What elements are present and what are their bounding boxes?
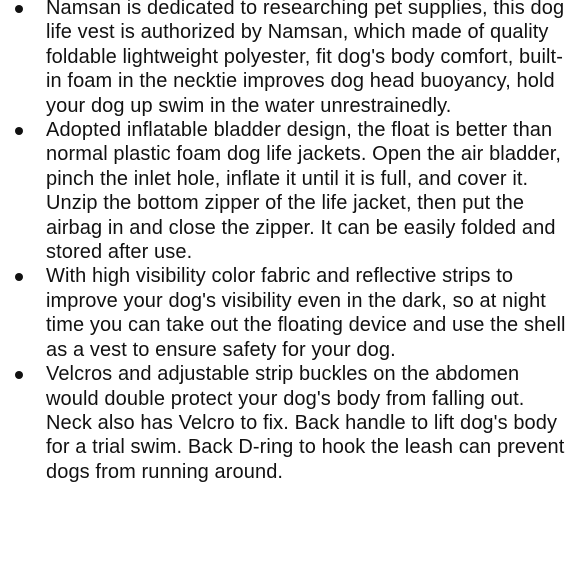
feature-bullet-text: Velcros and adjustable strip buckles on the abdomen would double protect your dog's body from falling out. Neck also has Velcro to fix. Back handle to lift dog's body for a trial swim. Back D-ring to hook the leash can prevent dogs from running around. — [46, 363, 565, 483]
feature-bullet-item — [0, 362, 574, 484]
feature-bullet-item — [0, 118, 574, 264]
feature-bullet-item — [0, 0, 574, 118]
bullet-icon — [15, 371, 23, 379]
feature-bullet-text: Adopted inflatable bladder design, the float is better than normal plastic foam dog life jackets. Open the air bladder, pinch the inlet hole, inflate it until it is full, and cover it. Unzip the bottom zipper of the life jacket, then put the airbag in and close the zipper. It can be easily folded and stored after use. — [46, 119, 562, 264]
bullet-icon — [15, 5, 23, 13]
feature-bullet-text: With high visibility color fabric and reflective strips to improve your dog's visibility even in the dark, so at night time you can take out the floating device and use the shell as a vest to ensure safety for your dog. — [46, 265, 566, 361]
feature-bullet-text: Namsan is dedicated to researching pet supplies, this dog life vest is authorized by Namsan, which made of quality foldable lightweight polyester, fit dog's body comfort, built-in foam in the necktie improves dog head buoyancy, hold your dog up swim in the water unrestrainedly. — [46, 0, 565, 117]
feature-bullet-item — [0, 264, 574, 362]
bullet-icon — [15, 127, 23, 135]
bullet-icon — [15, 273, 23, 281]
